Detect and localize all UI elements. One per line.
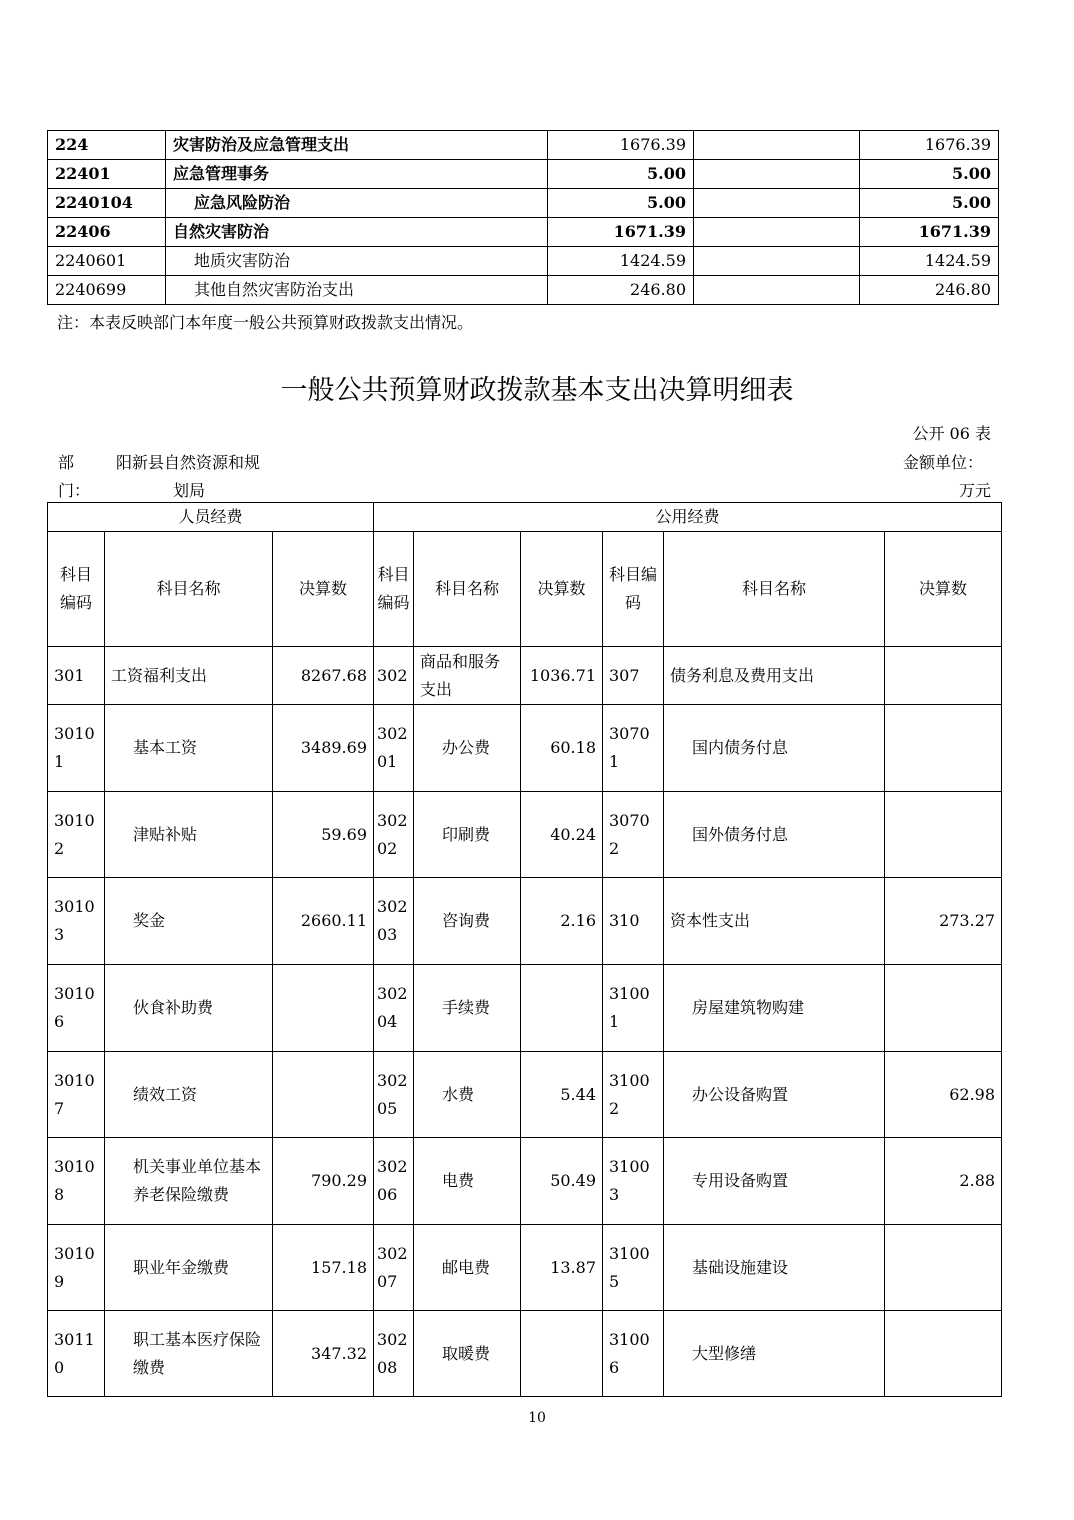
amount-cell	[694, 218, 860, 247]
dept-name-line2: 划局	[173, 481, 206, 500]
table-row	[48, 705, 1002, 792]
subject-code: 2240699	[48, 276, 166, 305]
amount-cell: 5.00	[860, 160, 999, 189]
capital-code: 31001	[603, 965, 664, 1052]
public-amount	[521, 965, 603, 1052]
subject-name: 其他自然灾害防治支出	[166, 276, 548, 305]
capital-name: 资本性支出	[664, 878, 885, 965]
personnel-amount: 347.32	[273, 1311, 374, 1397]
subject-name: 地质灾害防治	[166, 247, 548, 276]
table-row	[48, 189, 999, 218]
capital-name: 国外债务付息	[664, 792, 885, 878]
personnel-amount: 157.18	[273, 1225, 374, 1311]
personnel-code: 30103	[48, 878, 105, 965]
public-code: 30205	[374, 1052, 414, 1138]
col-header-name: 科目名称	[664, 532, 885, 647]
amount-cell	[694, 247, 860, 276]
capital-code: 31005	[603, 1225, 664, 1311]
subject-code: 2240104	[48, 189, 166, 218]
page-title: 一般公共预算财政拨款基本支出决算明细表	[280, 375, 794, 406]
capital-name: 办公设备购置	[664, 1052, 885, 1138]
subject-code: 224	[48, 131, 166, 160]
table-note: 注：本表反映部门本年度一般公共预算财政拨款支出情况。	[57, 313, 474, 332]
public-name: 水费	[414, 1052, 521, 1138]
table-row	[48, 1311, 1002, 1397]
public-amount	[521, 1311, 603, 1397]
personnel-code: 30107	[48, 1052, 105, 1138]
capital-code: 30701	[603, 705, 664, 792]
public-amount: 50.49	[521, 1138, 603, 1225]
subject-name: 应急风险防治	[166, 189, 548, 218]
group-personnel-header: 人员经费	[48, 503, 374, 532]
col-header-code: 科目编码	[374, 532, 414, 647]
subject-name: 应急管理事务	[166, 160, 548, 189]
table-row	[48, 276, 999, 305]
amount-cell: 1676.39	[860, 131, 999, 160]
personnel-code: 30108	[48, 1138, 105, 1225]
public-name: 印刷费	[414, 792, 521, 878]
personnel-code: 30110	[48, 1311, 105, 1397]
group-public-header: 公用经费	[374, 503, 1002, 532]
table-row	[48, 1138, 1002, 1225]
public-code: 30203	[374, 878, 414, 965]
amount-cell: 246.80	[548, 276, 694, 305]
personnel-name: 基本工资	[105, 705, 273, 792]
personnel-code: 30102	[48, 792, 105, 878]
table-row	[48, 792, 1002, 878]
amount-cell: 1424.59	[860, 247, 999, 276]
subject-code: 2240601	[48, 247, 166, 276]
personnel-name: 职业年金缴费	[105, 1225, 273, 1311]
dept-label-line2: 门：	[58, 481, 91, 500]
capital-name: 基础设施建设	[664, 1225, 885, 1311]
personnel-name: 工资福利支出	[105, 647, 273, 705]
personnel-code: 301	[48, 647, 105, 705]
public-code: 30207	[374, 1225, 414, 1311]
capital-name: 房屋建筑物购建	[664, 965, 885, 1052]
public-amount: 40.24	[521, 792, 603, 878]
capital-amount	[885, 1225, 1002, 1311]
personnel-amount: 59.69	[273, 792, 374, 878]
personnel-name: 津贴补贴	[105, 792, 273, 878]
col-header-amount: 决算数	[521, 532, 603, 647]
capital-code: 307	[603, 647, 664, 705]
unit-value: 万元	[958, 481, 991, 500]
public-code: 30204	[374, 965, 414, 1052]
page-number: 10	[528, 1410, 546, 1426]
col-header-name: 科目名称	[105, 532, 273, 647]
personnel-amount	[273, 1052, 374, 1138]
amount-cell: 5.00	[548, 160, 694, 189]
amount-cell	[694, 189, 860, 218]
amount-cell: 1424.59	[548, 247, 694, 276]
col-header-amount: 决算数	[273, 532, 374, 647]
dept-name-line1: 阳新县自然资源和规	[116, 453, 261, 472]
public-amount: 60.18	[521, 705, 603, 792]
capital-amount	[885, 647, 1002, 705]
capital-amount	[885, 965, 1002, 1052]
personnel-code: 30109	[48, 1225, 105, 1311]
subject-code: 22401	[48, 160, 166, 189]
unit-label: 金额单位：	[902, 453, 983, 472]
table-row	[48, 1052, 1002, 1138]
table-row	[48, 1225, 1002, 1311]
capital-amount	[885, 792, 1002, 878]
amount-cell: 1671.39	[548, 218, 694, 247]
capital-amount	[885, 705, 1002, 792]
amount-cell	[694, 276, 860, 305]
subject-code: 22406	[48, 218, 166, 247]
table-row	[48, 218, 999, 247]
public-name: 电费	[414, 1138, 521, 1225]
subject-name: 自然灾害防治	[166, 218, 548, 247]
amount-cell	[694, 131, 860, 160]
public-code: 30208	[374, 1311, 414, 1397]
personnel-amount	[273, 965, 374, 1052]
dept-label-line1: 部	[58, 453, 75, 472]
table-number: 公开 06 表	[912, 424, 991, 443]
capital-amount	[885, 1311, 1002, 1397]
amount-cell: 1671.39	[860, 218, 999, 247]
public-name: 商品和服务支出	[414, 647, 521, 705]
subject-name: 灾害防治及应急管理支出	[166, 131, 548, 160]
capital-name: 专用设备购置	[664, 1138, 885, 1225]
capital-amount: 62.98	[885, 1052, 1002, 1138]
table-row	[48, 160, 999, 189]
public-amount: 5.44	[521, 1052, 603, 1138]
public-amount: 1036.71	[521, 647, 603, 705]
public-code: 302	[374, 647, 414, 705]
col-header-amount: 决算数	[885, 532, 1002, 647]
capital-code: 310	[603, 878, 664, 965]
personnel-amount: 790.29	[273, 1138, 374, 1225]
personnel-name: 绩效工资	[105, 1052, 273, 1138]
personnel-name: 奖金	[105, 878, 273, 965]
public-name: 办公费	[414, 705, 521, 792]
capital-amount: 273.27	[885, 878, 1002, 965]
personnel-code: 30106	[48, 965, 105, 1052]
public-name: 手续费	[414, 965, 521, 1052]
amount-cell: 246.80	[860, 276, 999, 305]
table-row	[48, 878, 1002, 965]
public-code: 30206	[374, 1138, 414, 1225]
capital-name: 大型修缮	[664, 1311, 885, 1397]
public-name: 取暖费	[414, 1311, 521, 1397]
table-row	[48, 131, 999, 160]
personnel-name: 伙食补助费	[105, 965, 273, 1052]
personnel-amount: 8267.68	[273, 647, 374, 705]
personnel-code: 30101	[48, 705, 105, 792]
capital-code: 31002	[603, 1052, 664, 1138]
capital-code: 31006	[603, 1311, 664, 1397]
capital-name: 债务利息及费用支出	[664, 647, 885, 705]
top-expenditure-table	[47, 130, 999, 305]
amount-cell: 5.00	[860, 189, 999, 218]
capital-name: 国内债务付息	[664, 705, 885, 792]
amount-cell: 5.00	[548, 189, 694, 218]
amount-cell	[694, 160, 860, 189]
table-row	[48, 247, 999, 276]
personnel-amount: 2660.11	[273, 878, 374, 965]
col-header-name: 科目名称	[414, 532, 521, 647]
capital-code: 31003	[603, 1138, 664, 1225]
capital-amount: 2.88	[885, 1138, 1002, 1225]
public-amount: 2.16	[521, 878, 603, 965]
personnel-name: 机关事业单位基本养老保险缴费	[105, 1138, 273, 1225]
table-row	[48, 647, 1002, 705]
public-code: 30201	[374, 705, 414, 792]
table-row	[48, 965, 1002, 1052]
public-code: 30202	[374, 792, 414, 878]
personnel-name: 职工基本医疗保险缴费	[105, 1311, 273, 1397]
capital-code: 30702	[603, 792, 664, 878]
basic-expenditure-detail-table	[47, 502, 1002, 1397]
personnel-amount: 3489.69	[273, 705, 374, 792]
public-amount: 13.87	[521, 1225, 603, 1311]
public-name: 咨询费	[414, 878, 521, 965]
amount-cell: 1676.39	[548, 131, 694, 160]
col-header-code: 科目编码	[48, 532, 105, 647]
col-header-code: 科目编码	[603, 532, 664, 647]
public-name: 邮电费	[414, 1225, 521, 1311]
